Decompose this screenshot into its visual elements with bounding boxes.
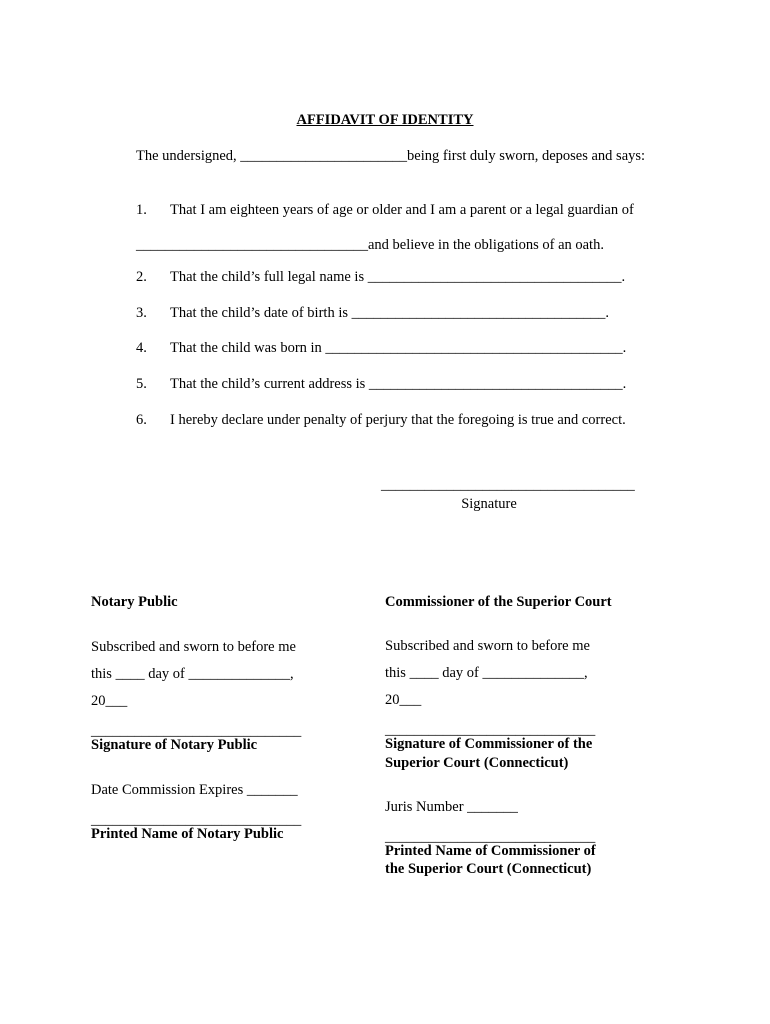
item-2-text: That the child’s full legal name is ___________________________________. bbox=[170, 269, 626, 285]
commissioner-year-line[interactable]: 20___ bbox=[385, 692, 422, 708]
item-5-text: That the child’s current address is ___________________________________. bbox=[170, 376, 627, 392]
notary-year-line[interactable]: 20___ bbox=[91, 693, 128, 709]
commissioner-day-line[interactable]: this ____ day of ______________, bbox=[385, 665, 588, 681]
item-6-text: I hereby declare under penalty of perjury that the foregoing is true and correct. bbox=[170, 412, 626, 428]
item-1-continuation: ________________________________and believe in the obligations of an oath. bbox=[136, 237, 604, 253]
commissioner-printed-name-label-1: Printed Name of Commissioner of bbox=[385, 843, 596, 859]
commissioner-sworn-text: Subscribed and sworn to before me bbox=[385, 638, 590, 654]
commissioner-juris-number[interactable]: Juris Number _______ bbox=[385, 799, 518, 815]
commissioner-signature-label-2: Superior Court (Connecticut) bbox=[385, 755, 569, 771]
item-3-number: 3. bbox=[136, 305, 147, 321]
notary-signature-label: Signature of Notary Public bbox=[91, 737, 258, 753]
item-4-number: 4. bbox=[136, 340, 147, 356]
commissioner-printed-name-label-2: the Superior Court (Connecticut) bbox=[385, 861, 592, 877]
item-2-number: 2. bbox=[136, 269, 147, 285]
commissioner-signature-line[interactable]: _____________________________ bbox=[385, 722, 596, 738]
item-3-text: That the child’s date of birth is ___________________________________. bbox=[170, 305, 609, 321]
document-title: AFFIDAVIT OF IDENTITY bbox=[296, 112, 474, 128]
commissioner-printed-name-line[interactable]: _____________________________ bbox=[385, 829, 596, 845]
commissioner-signature-label-1: Signature of Commissioner of the bbox=[385, 736, 593, 752]
notary-printed-name-line[interactable]: _____________________________ bbox=[91, 812, 302, 828]
item-6-number: 6. bbox=[136, 412, 147, 428]
notary-commission-expires[interactable]: Date Commission Expires _______ bbox=[91, 782, 298, 798]
commissioner-heading: Commissioner of the Superior Court bbox=[385, 594, 612, 610]
signature-line[interactable]: ___________________________________ bbox=[381, 477, 635, 493]
notary-day-line[interactable]: this ____ day of ______________, bbox=[91, 666, 294, 682]
item-4-text: That the child was born in _________________________________________. bbox=[170, 340, 627, 356]
item-5-number: 5. bbox=[136, 376, 147, 392]
intro-statement: The undersigned, _______________________being first duly sworn, deposes and says: bbox=[136, 148, 646, 164]
notary-sworn-text: Subscribed and sworn to before me bbox=[91, 639, 296, 655]
notary-heading: Notary Public bbox=[91, 594, 178, 610]
notary-signature-line[interactable]: _____________________________ bbox=[91, 723, 302, 739]
notary-printed-name-label: Printed Name of Notary Public bbox=[91, 826, 284, 842]
item-1-number: 1. bbox=[136, 202, 147, 218]
signature-label: Signature bbox=[461, 496, 517, 512]
item-1-text: That I am eighteen years of age or older and I am a parent or a legal guardian of bbox=[170, 202, 634, 218]
